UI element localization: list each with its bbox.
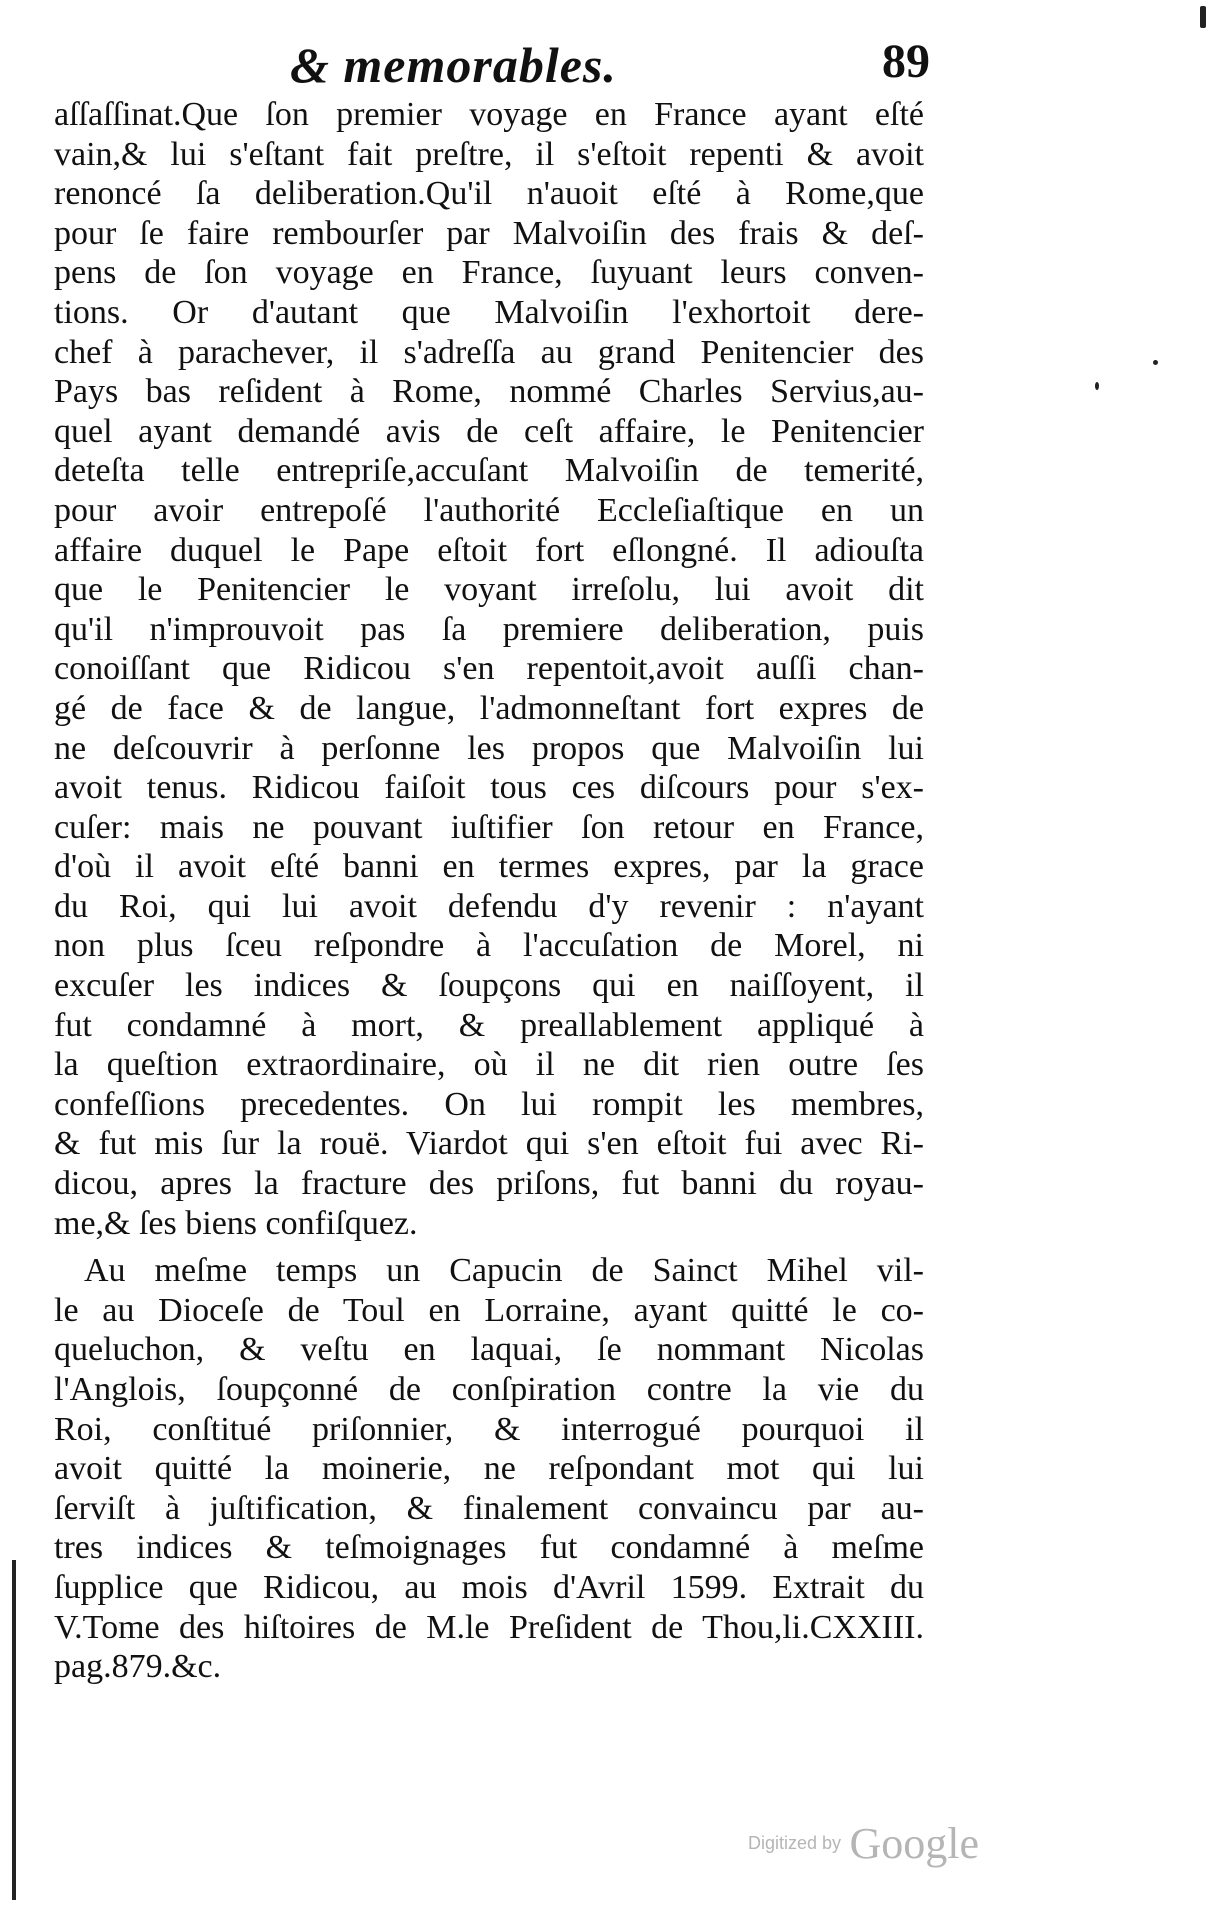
running-title: & memorables.: [290, 37, 617, 93]
paragraph-1: [54, 95, 924, 1243]
text-line: tres indices & teſmoignages fut condamné à meſme: [54, 1529, 924, 1567]
digitization-credit: [748, 1818, 979, 1869]
text-line: V.Tome des hiſtoires de M.le Preſident de Thou,li.CXXIII.: [54, 1608, 924, 1646]
text-line: non plus ſceu reſpondre à l'accuſation de Morel, ni: [54, 927, 924, 965]
text-line: d'où il avoit eſté banni en termes expres, par la grace: [54, 848, 924, 886]
text-line: queluchon, & veſtu en laquai, ſe nommant Nicolas: [54, 1331, 924, 1369]
ink-speck: [1153, 360, 1158, 365]
text-line: ſerviſt à juſtification, & finalement convaincu par au-: [54, 1489, 924, 1527]
text-line: ne deſcouvrir à perſonne les propos que Malvoiſin lui: [54, 729, 924, 767]
text-line: pour avoir entrepoſé l'authorité Eccleſiaſtique en un: [54, 491, 924, 529]
digitized-by-label: Digitized by: [748, 1833, 842, 1853]
text-line: vain,& lui s'eſtant fait preſtre, il s'eſtoit repenti & avoit: [54, 135, 924, 173]
text-line: que le Penitencier le voyant irreſolu, lui avoit dit: [54, 571, 924, 609]
ink-speck: [1095, 382, 1099, 390]
text-line: le au Dioceſe de Toul en Lorraine, ayant quitté le co-: [54, 1291, 924, 1329]
text-line: tions. Or d'autant que Malvoiſin l'exhortoit dere-: [54, 293, 924, 331]
page-header: [290, 28, 930, 98]
paragraph-2: [54, 1251, 924, 1687]
text-line: gé de face & de langue, l'admonneſtant fort expres de: [54, 689, 924, 727]
text-line: Au meſme temps un Capucin de Sainct Mihel vil-: [84, 1252, 924, 1290]
text-line: quel ayant demandé avis de ceſt affaire, le Penitencier: [54, 412, 924, 450]
ink-speck: [1200, 6, 1206, 28]
text-line: fut condamné à mort, & preallablement appliqué à: [54, 1006, 924, 1044]
text-line: avoit tenus. Ridicou faiſoit tous ces diſcours pour s'ex-: [54, 769, 924, 807]
text-line: affaire duquel le Pape eſtoit fort eſlongné. Il adiouſta: [54, 531, 924, 569]
text-line: excuſer les indices & ſoupçons qui en naiſſoyent, il: [54, 967, 924, 1005]
text-line: Roi, conſtitué priſonnier, & interrogué pourquoi il: [54, 1410, 924, 1448]
text-line: confeſſions precedentes. On lui rompit les membres,: [54, 1085, 924, 1123]
text-line: me,& ſes biens confiſquez.: [54, 1204, 418, 1242]
text-line: aſſaſſinat.Que ſon premier voyage en France ayant eſté: [54, 96, 924, 133]
margin-rule: [12, 1560, 16, 1900]
text-line: conoiſſant que Ridicou s'en repentoit,avoit auſſi chan-: [54, 650, 924, 688]
text-line: chef à parachever, il s'adreſſa au grand Penitencier des: [54, 333, 924, 371]
text-line: dicou, apres la fracture des priſons, fut banni du royau-: [54, 1165, 924, 1203]
text-line: qu'il n'improuvoit pas ſa premiere deliberation, puis: [54, 610, 924, 648]
page-number: 89: [882, 35, 930, 88]
text-line: avoit quitté la moinerie, ne reſpondant mot qui lui: [54, 1450, 924, 1488]
google-logo: Google: [849, 1819, 980, 1868]
text-line: pag.879.&c.: [54, 1648, 222, 1686]
text-line: Pays bas reſident à Rome, nommé Charles Servius,au-: [54, 373, 924, 411]
text-line: pens de ſon voyage en France, ſuyuant leurs conven-: [54, 254, 924, 292]
body-text: [54, 95, 924, 1687]
text-line: du Roi, qui lui avoit defendu d'y revenir : n'ayant: [54, 887, 924, 925]
text-line: renoncé ſa deliberation.Qu'il n'auoit eſté à Rome,que: [54, 175, 924, 213]
text-line: & fut mis ſur la rouë. Viardot qui s'en eſtoit fui avec Ri-: [54, 1125, 924, 1163]
text-line: deteſta telle entrepriſe,accuſant Malvoiſin de temerité,: [54, 452, 924, 490]
text-line: cuſer: mais ne pouvant iuſtifier ſon retour en France,: [54, 808, 924, 846]
text-line: l'Anglois, ſoupçonné de conſpiration contre la vie du: [54, 1371, 924, 1408]
text-line: ſupplice que Ridicou, au mois d'Avril 1599. Extrait du: [54, 1568, 924, 1606]
paragraph-gap: [54, 1243, 924, 1251]
text-line: pour ſe faire rembourſer par Malvoiſin des frais & deſ-: [54, 214, 924, 252]
text-line: la queſtion extraordinaire, où il ne dit rien outre ſes: [54, 1046, 924, 1084]
